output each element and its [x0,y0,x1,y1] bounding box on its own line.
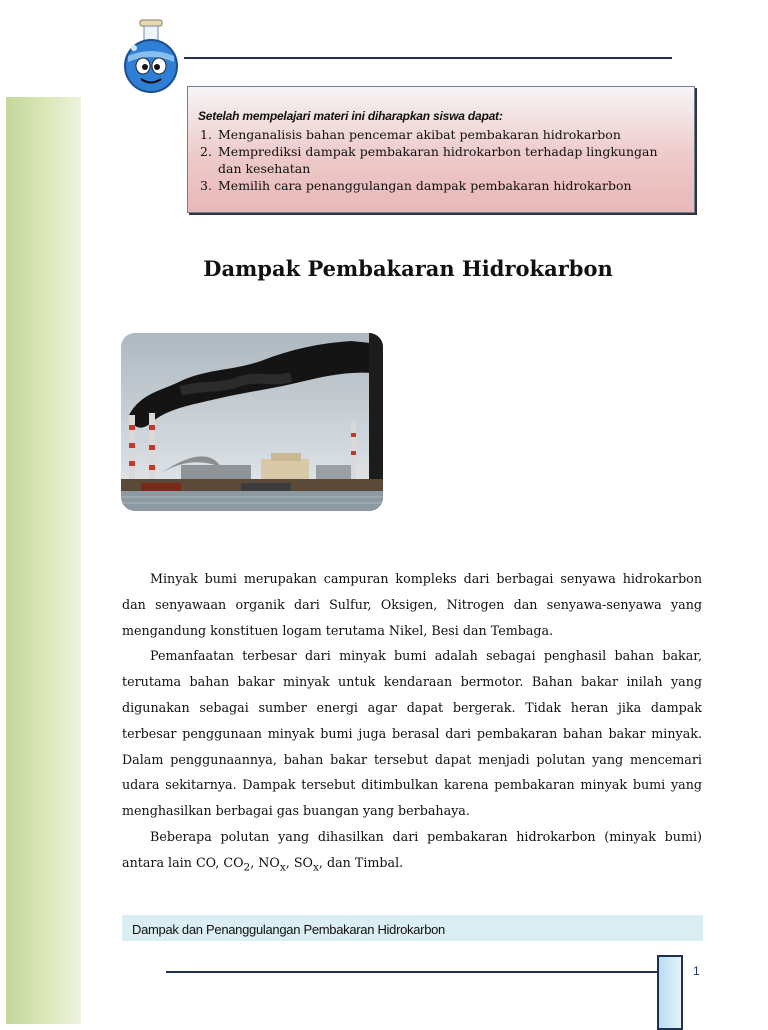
subscript: x [279,861,286,874]
objective-number: 3. [200,178,212,193]
page-tab [657,955,683,1030]
objective-item [198,126,682,143]
body-text [122,566,702,881]
side-decorative-bar [6,97,81,1024]
objective-item [198,143,682,177]
page-number: 1 [693,964,700,978]
objective-text: Menganalisis bahan pencemar akibat pembakaran hidrokarbon [218,127,621,142]
paragraph: Pemanfaatan terbesar dari minyak bumi adalah sebagai penghasil bahan bakar, terutama bahan bakar minyak untuk kendaraan bermotor. Bahan bakar inilah yang digunakan sebagai sumber energi agar dapat bergerak. Tidak heran jika dampak terbesar penggunaan minyak bumi juga berasal dari pembakaran bahan bakar minyak. Dalam penggunaannya, bahan bakar tersebut dapat menjadi polutan yang mencemari udara sekitarnya. Dampak tersebut ditimbulkan karena pembakaran minyak bumi yang menghasilkan berbagai gas buangan yang berbahaya. [122,648,702,819]
footer-rule [166,971,657,973]
pollutant-nox: , NO [250,854,280,870]
paragraph: Minyak bumi merupakan campuran kompleks dari berbagai senyawa hidrokarbon dan senyawaan organik dari Sulfur, Oksigen, Nitrogen dan senyawa-senyawa yang mengandung konstituen logam terutama Nikel, Besi dan Tembaga. [122,571,702,638]
objective-number: 2. [200,144,212,159]
pollutant-sox: , SO [285,854,313,870]
page-title: Dampak Pembakaran Hidrokarbon [203,256,613,281]
objective-number: 1. [200,127,212,142]
section-footer-bar [122,915,703,941]
paragraph [122,824,702,881]
objectives-list [198,126,682,194]
learning-objectives-box [187,86,695,213]
flask-mascot-icon [122,16,184,96]
factory-smoke-photo [121,333,383,511]
subscript: x [312,861,319,874]
objective-text: Memilih cara penanggulangan dampak pembakaran hidrokarbon [218,178,632,193]
pollutant-intro: Beberapa polutan yang dihasilkan dari pembakaran hidrokarbon (minyak bumi) antara lain CO, CO [122,828,702,870]
subscript: 2 [243,861,251,874]
objectives-intro: Setelah mempelajari materi ini diharapkan siswa dapat: [198,109,503,123]
pollutant-tail: , dan Timbal. [318,854,404,870]
section-label: Dampak dan Penanggulangan Pembakaran Hidrokarbon [132,922,445,937]
objective-text: Memprediksi dampak pembakaran hidrokarbon terhadap lingkungan dan kesehatan [218,144,658,176]
header-rule [184,57,672,59]
objective-item [198,177,682,194]
